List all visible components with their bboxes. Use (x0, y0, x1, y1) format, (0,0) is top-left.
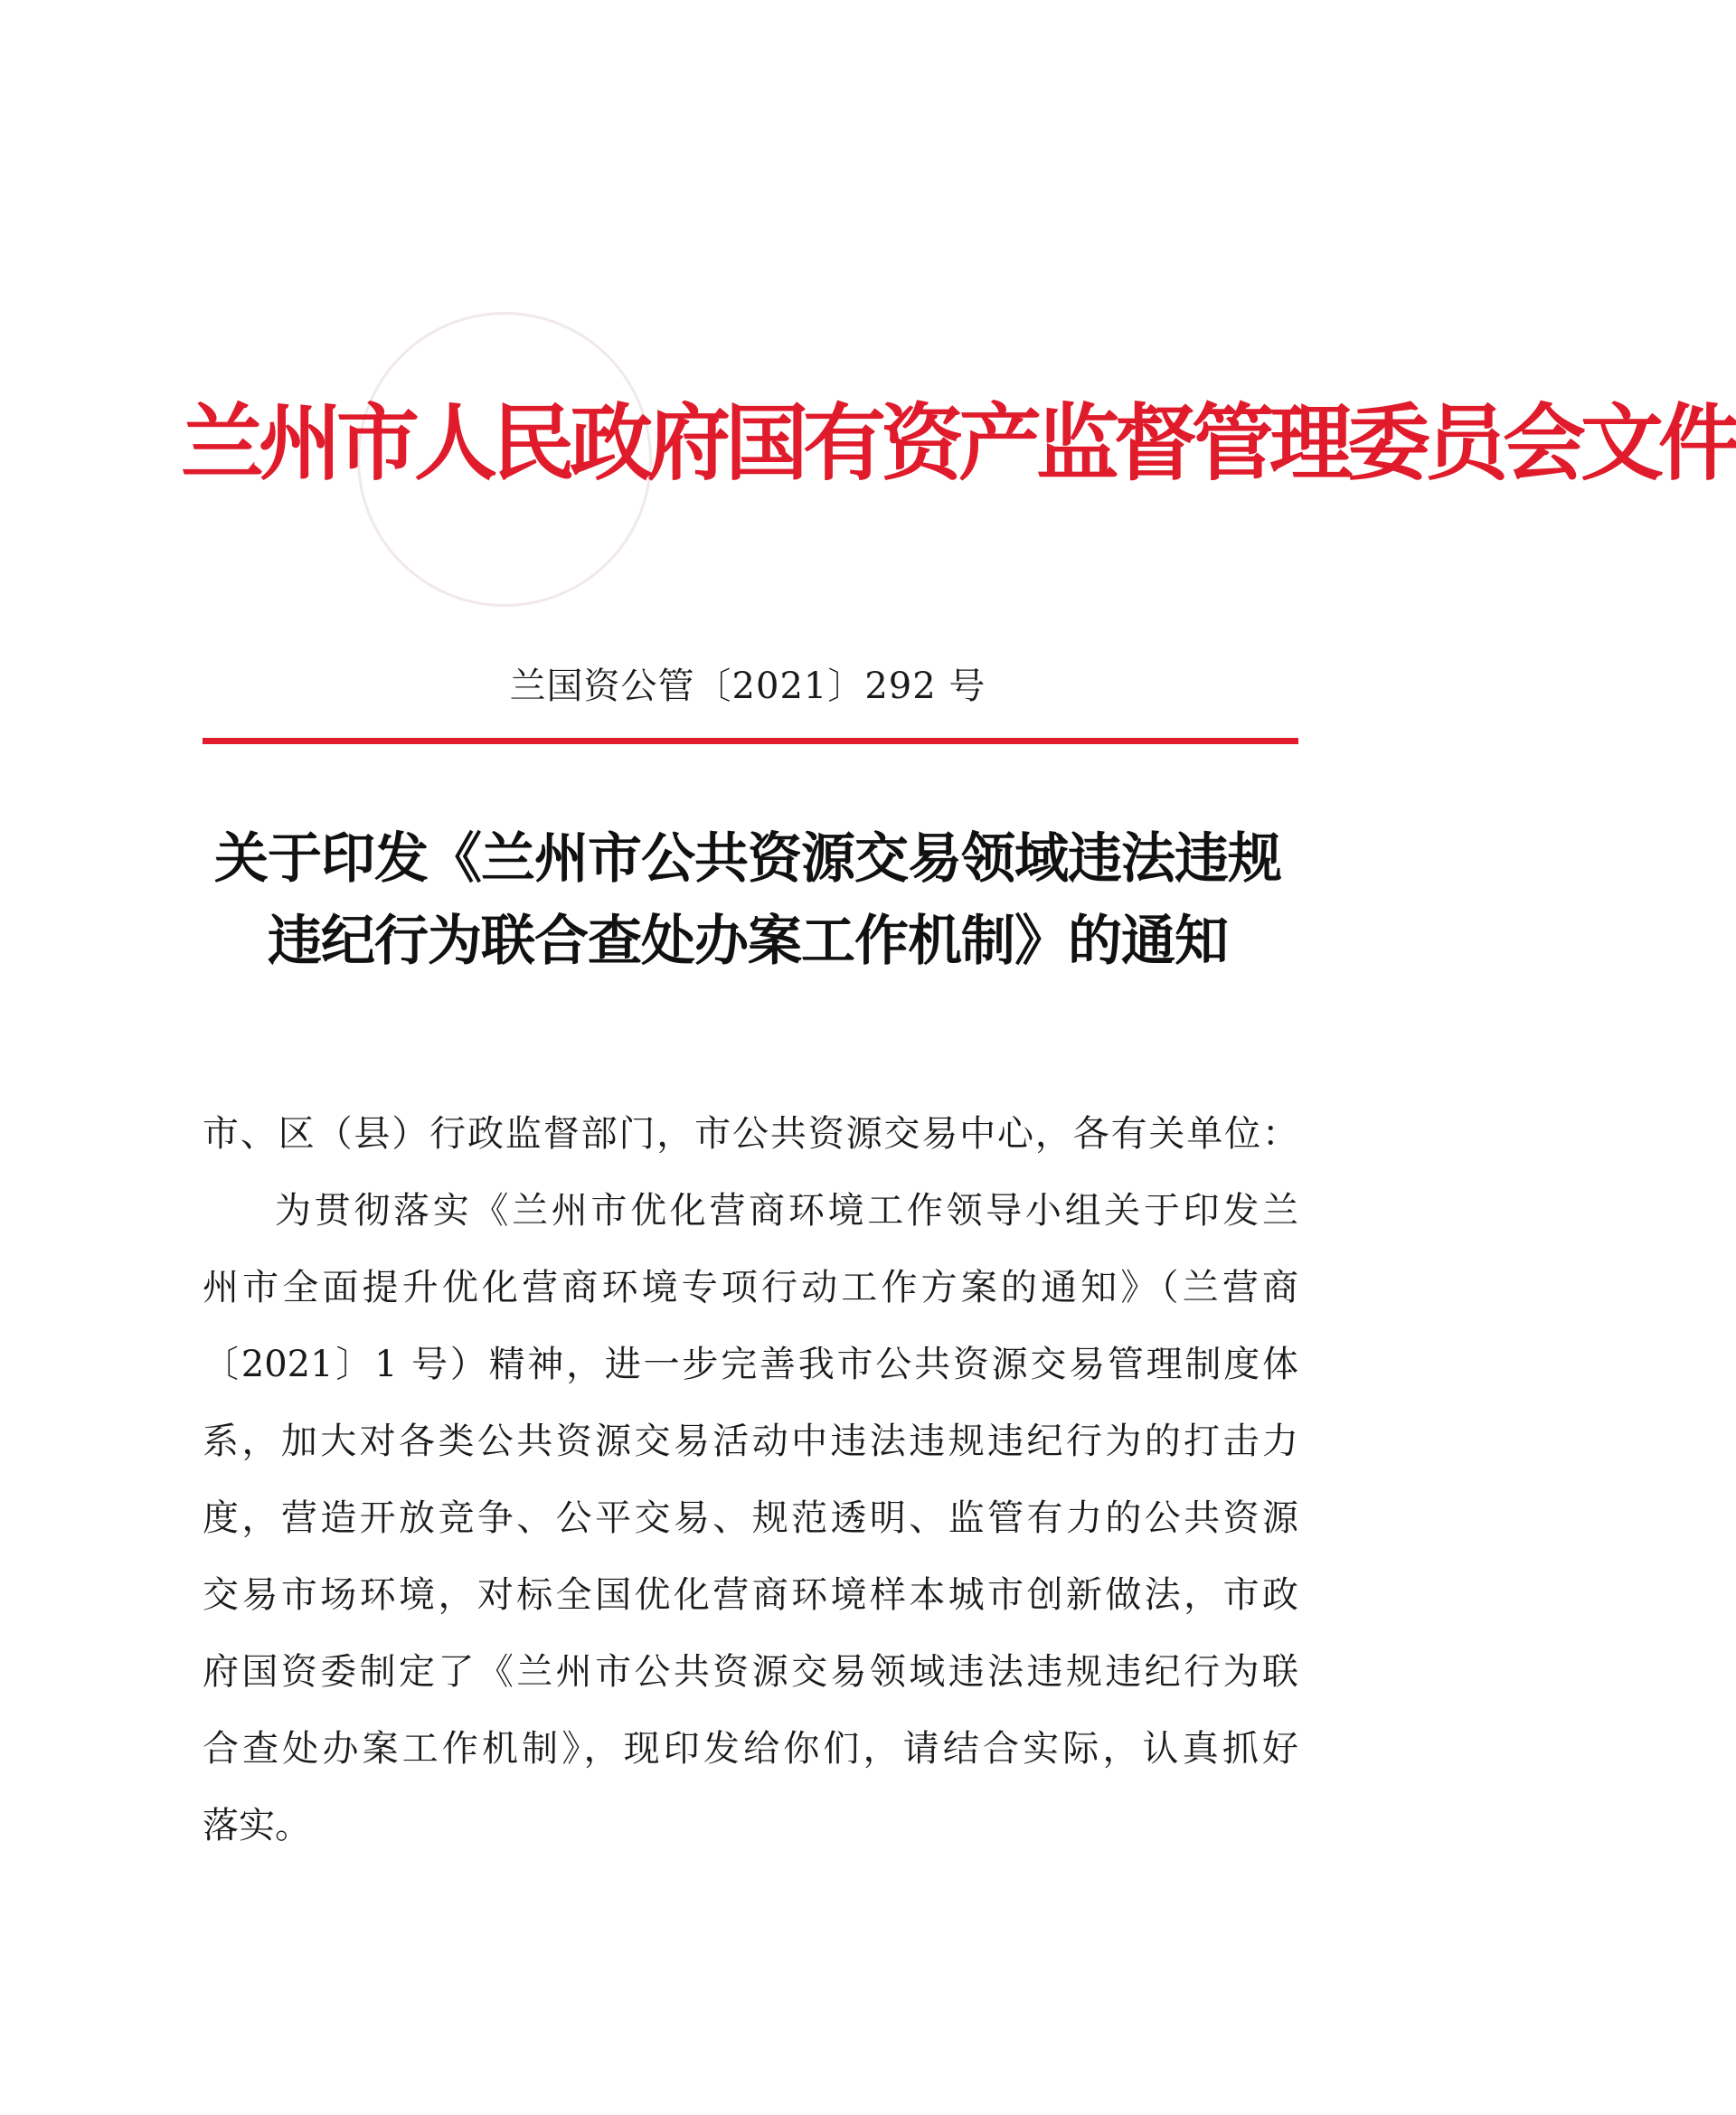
red-separator-rule (203, 738, 1298, 744)
document-title (181, 818, 1315, 983)
body-line: 为贯彻落实《兰州市优化营商环境工作领导小组关于印发兰 (275, 1190, 1298, 1232)
body-line: 系，加大对各类公共资源交易活动中违法违规违纪行为的打击力 (203, 1421, 1298, 1462)
issuer-masthead: 兰州市人民政府国有资产监督管理委员会文件 (181, 394, 1736, 492)
document-number: 兰国资公管〔2021〕292 号 (509, 666, 986, 707)
body-line: 度，营造开放竞争、公平交易、规范透明、监管有力的公共资源 (203, 1497, 1298, 1539)
body-line: 府国资委制定了《兰州市公共资源交易领域违法违规违纪行为联 (203, 1651, 1298, 1693)
body-line: 交易市场环境，对标全国优化营商环境样本城市创新做法，市政 (203, 1574, 1298, 1616)
body-line: 〔2021〕1 号）精神，进一步完善我市公共资源交易管理制度体 (203, 1344, 1298, 1385)
body-line: 落实。 (203, 1805, 311, 1846)
title-line: 违纪行为联合查处办案工作机制》的通知 (268, 910, 1228, 973)
title-line: 关于印发《兰州市公共资源交易领域违法违规 (214, 827, 1281, 891)
document-body (203, 1096, 1298, 1865)
body-line: 合查处办案工作机制》，现印发给你们，请结合实际，认真抓好 (203, 1728, 1298, 1770)
addressee-line: 市、区（县）行政监督部门，市公共资源交易中心，各有关单位： (203, 1113, 1298, 1155)
body-line: 州市全面提升优化营商环境专项行动工作方案的通知》（兰营商 (203, 1267, 1298, 1308)
